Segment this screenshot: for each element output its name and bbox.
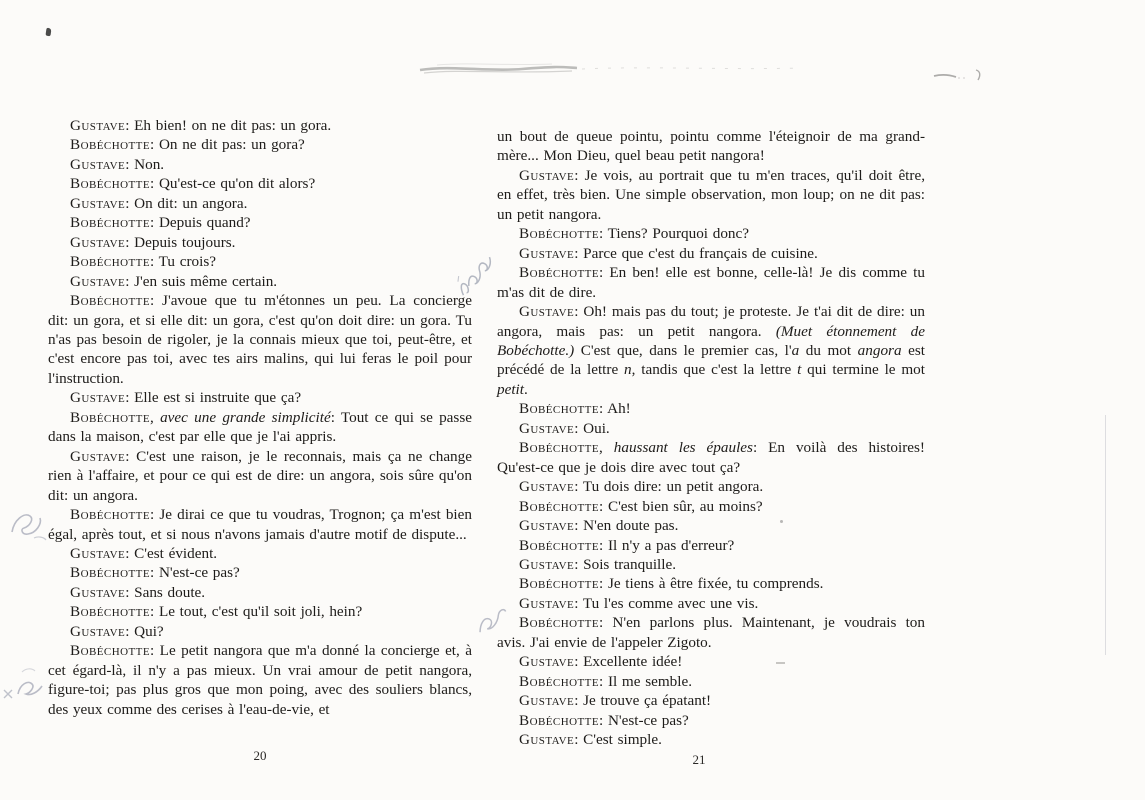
pencil-marks-top-right bbox=[928, 66, 992, 88]
dialogue-line bbox=[497, 516, 925, 535]
speaker-name: Bobéchotte bbox=[519, 497, 600, 515]
speaker-name: Bobéchotte bbox=[70, 506, 151, 524]
dialogue-text: : Qui? bbox=[125, 622, 164, 640]
dialogue-text: : Sans doute. bbox=[125, 583, 206, 601]
dialogue-line bbox=[48, 583, 472, 602]
dialogue-line bbox=[48, 622, 472, 641]
dialogue-text: : Non. bbox=[125, 155, 165, 173]
dialogue-line bbox=[48, 291, 472, 388]
dialogue-line bbox=[497, 244, 925, 263]
dialogue-text: : Le tout, c'est qu'il soit joli, hein? bbox=[150, 603, 363, 621]
dialogue-text: : J'en suis même certain. bbox=[125, 272, 278, 290]
speaker-name: Gustave bbox=[519, 692, 575, 710]
dialogue-line bbox=[497, 497, 925, 516]
dialogue-line bbox=[48, 602, 472, 621]
speaker-name: Gustave bbox=[519, 653, 575, 671]
speaker-name: Gustave bbox=[519, 731, 575, 749]
dialogue-line bbox=[497, 419, 925, 438]
stage-direction: t bbox=[797, 361, 802, 379]
speaker-name: Gustave bbox=[70, 272, 126, 290]
dialogue-line bbox=[48, 155, 472, 174]
dialogue-text: : Il me semble. bbox=[599, 672, 693, 690]
speaker-name: Gustave bbox=[70, 447, 126, 465]
dialogue-line bbox=[497, 711, 925, 730]
stage-direction: n bbox=[624, 361, 632, 379]
speaker-name: Gustave bbox=[70, 389, 126, 407]
smudge-top-center bbox=[412, 54, 812, 82]
page-20-text-column bbox=[48, 116, 472, 719]
dialogue-line bbox=[497, 399, 925, 418]
stage-direction: haussant les épaules bbox=[613, 439, 753, 457]
stage-direction: (Muet étonnement de Bobéchotte.) bbox=[497, 322, 925, 359]
dialogue-line bbox=[48, 505, 472, 544]
dialogue-text: qui termine le mot bbox=[801, 361, 925, 379]
speaker-name: Bobéchotte bbox=[519, 575, 600, 593]
dialogue-text: : Sois tranquille. bbox=[574, 555, 677, 573]
pencil-scribble-left-margin-upper bbox=[6, 506, 52, 550]
dialogue-line bbox=[497, 263, 925, 302]
page-number-left: 20 bbox=[253, 748, 267, 763]
speaker-name: Bobéchotte bbox=[519, 614, 600, 632]
stage-direction: avec une grande simplicité bbox=[160, 408, 331, 426]
dialogue-text: : Je vois, au portrait que tu m'en traces, qu'il doit être, en effet, très bien. Une simple observation, mon loup; on ne dit pas: un petit nangora. bbox=[497, 166, 925, 223]
page-number-right: 21 bbox=[692, 752, 706, 767]
dialogue-line bbox=[48, 563, 472, 582]
speaker-name: Bobéchotte bbox=[519, 711, 600, 729]
pencil-scribble-left-margin-lower bbox=[0, 656, 48, 708]
speaker-name: Gustave bbox=[70, 155, 126, 173]
dialogue-text: : N'est-ce pas? bbox=[599, 711, 689, 729]
dialogue-text: : Je trouve ça épatant! bbox=[574, 692, 712, 710]
speaker-name: Gustave bbox=[70, 233, 126, 251]
dialogue-line bbox=[497, 224, 925, 243]
dialogue-line bbox=[497, 652, 925, 671]
stage-direction: angora bbox=[857, 341, 902, 359]
dialogue-line bbox=[497, 127, 925, 166]
dialogue-line bbox=[48, 544, 472, 563]
dialogue-text: : N'en doute pas. bbox=[574, 517, 679, 535]
dialogue-text: : Ah! bbox=[599, 400, 631, 418]
dialogue-text: : Elle est si instruite que ça? bbox=[125, 389, 302, 407]
dialogue-line bbox=[48, 408, 472, 447]
dialogue-line bbox=[48, 213, 472, 232]
dialogue-text: du mot bbox=[799, 341, 858, 359]
speaker-name: Bobéchotte bbox=[519, 672, 600, 690]
dialogue-text: : Je dirai ce que tu voudras, Trognon; ça m'est bien égal, après tout, et si nous n'avons jamais d'autre motif de dispute... bbox=[48, 506, 472, 543]
speaker-name: Bobéchotte bbox=[70, 253, 151, 271]
dialogue-text: : Tout ce qui se passe dans la maison, c'est par elle que je l'ai appris. bbox=[48, 408, 472, 446]
dialogue-line bbox=[48, 116, 472, 135]
speaker-name: Gustave bbox=[70, 622, 126, 640]
dialogue-text: : C'est évident. bbox=[125, 544, 218, 562]
dialogue-line bbox=[497, 730, 925, 749]
dialogue-text: : Oui. bbox=[574, 419, 610, 437]
speaker-name: Bobéchotte bbox=[70, 175, 151, 193]
dialogue-text: , tandis que c'est la lettre bbox=[631, 361, 798, 379]
dialogue-text: : En ben! elle est bonne, celle-là! Je dis comme tu m'as dit de dire. bbox=[497, 264, 925, 301]
page-21-text-column bbox=[497, 127, 925, 750]
dialogue-text: : Depuis toujours. bbox=[125, 233, 236, 251]
dialogue-line bbox=[48, 272, 472, 291]
dialogue-line bbox=[48, 233, 472, 252]
dialogue-text: : Tu l'es comme avec une vis. bbox=[574, 594, 759, 612]
dialogue-line bbox=[497, 672, 925, 691]
speaker-name: Gustave bbox=[70, 544, 126, 562]
dialogue-line bbox=[48, 388, 472, 407]
speaker-name: Gustave bbox=[519, 517, 575, 535]
dialogue-text: : En voilà des histoires! Qu'est-ce que je dois dire avec tout ça? bbox=[497, 439, 925, 476]
speaker-name: Gustave bbox=[519, 419, 575, 437]
speaker-name: Bobéchotte bbox=[519, 536, 600, 554]
dialogue-text: , bbox=[150, 408, 161, 426]
speaker-name: Gustave bbox=[519, 303, 575, 321]
speaker-name: Bobéchotte bbox=[70, 292, 151, 310]
dialogue-line bbox=[497, 536, 925, 555]
dialogue-line bbox=[497, 302, 925, 399]
dialogue-line bbox=[497, 613, 925, 652]
speaker-name: Bobéchotte bbox=[70, 603, 151, 621]
speaker-name: Gustave bbox=[519, 555, 575, 573]
dialogue-text: : On ne dit pas: un gora? bbox=[150, 136, 305, 154]
dialogue-line bbox=[497, 574, 925, 593]
dialogue-text: , bbox=[599, 439, 614, 457]
dialogue-line bbox=[497, 594, 925, 613]
dialogue-text: : Qu'est-ce qu'on dit alors? bbox=[150, 175, 316, 193]
dialogue-text: : Parce que c'est du français de cuisine. bbox=[574, 244, 818, 262]
dialogue-line bbox=[497, 166, 925, 224]
dialogue-line bbox=[48, 194, 472, 213]
speaker-name: Gustave bbox=[519, 594, 575, 612]
speaker-name: Gustave bbox=[519, 478, 575, 496]
dialogue-text: : Je tiens à être fixée, tu comprends. bbox=[599, 575, 824, 593]
dialogue-line bbox=[497, 477, 925, 496]
speaker-name: Gustave bbox=[70, 117, 126, 134]
speaker-name: Bobéchotte bbox=[519, 400, 600, 418]
faint-fold-line-right-edge bbox=[1105, 415, 1106, 655]
dialogue-text: : C'est simple. bbox=[574, 731, 662, 749]
speaker-name: Gustave bbox=[70, 194, 126, 212]
speaker-name: Bobéchotte bbox=[70, 408, 151, 426]
stage-direction: petit bbox=[497, 380, 524, 398]
speaker-name: Gustave bbox=[519, 166, 575, 184]
dialogue-text: : Le petit nangora que m'a donné la concierge et, à cet égard-là, il n'y a pas mieux. Un vrai amour de petit nangora, figure-toi; pas plus gros que mon poing, avec des souliers blancs, des yeux comme des cerises à l'eau-de-vie, et bbox=[48, 642, 472, 718]
speaker-name: Gustave bbox=[519, 244, 575, 262]
dialogue-line bbox=[48, 641, 472, 719]
dialogue-line bbox=[497, 691, 925, 710]
dialogue-line bbox=[48, 252, 472, 271]
dialogue-text: . bbox=[524, 380, 528, 398]
dialogue-text: : Tiens? Pourquoi donc? bbox=[599, 225, 749, 243]
dialogue-text: : Oh! mais pas du tout; je proteste. Je t'ai dit de dire: un angora, mais pas: un petit nangora. bbox=[497, 303, 925, 340]
dialogue-text: un bout de queue pointu, pointu comme l'éteignoir de ma grand-mère... Mon Dieu, quel beau petit nangora! bbox=[497, 128, 925, 165]
speaker-name: Bobéchotte bbox=[70, 642, 151, 660]
dialogue-text: : Tu crois? bbox=[150, 253, 216, 271]
dialogue-text: : On dit: un angora. bbox=[125, 194, 248, 212]
dialogue-text: : Tu dois dire: un petit angora. bbox=[574, 478, 764, 496]
speaker-name: Bobéchotte bbox=[70, 564, 151, 582]
speaker-name: Bobéchotte bbox=[519, 225, 600, 243]
dialogue-text: : Excellente idée! bbox=[574, 653, 683, 671]
dialogue-text: : N'est-ce pas? bbox=[150, 564, 240, 582]
dialogue-text: : C'est une raison, je le reconnais, mais ça ne change rien à l'affaire, et pour ce qui est de dire: un angora, sois sûre qu'on dit: un angora. bbox=[48, 447, 472, 504]
ink-dot-top-left bbox=[45, 28, 51, 37]
dialogue-line bbox=[48, 447, 472, 505]
speaker-name: Bobéchotte bbox=[519, 264, 600, 282]
dialogue-line bbox=[48, 174, 472, 193]
speaker-name: Bobéchotte bbox=[519, 439, 600, 457]
dialogue-text: : Il n'y a pas d'erreur? bbox=[599, 536, 735, 554]
speaker-name: Gustave bbox=[70, 583, 126, 601]
speaker-name: Bobéchotte bbox=[70, 214, 151, 232]
dialogue-line bbox=[497, 555, 925, 574]
dialogue-text: : Eh bien! on ne dit pas: un gora. bbox=[125, 117, 332, 134]
stage-direction: a bbox=[791, 341, 800, 359]
dialogue-text: : Depuis quand? bbox=[150, 214, 251, 232]
dialogue-text: : J'avoue que tu m'étonnes un peu. La concierge dit: un gora, et si elle dit: un gora, c'est qu'on doit dire: un gora. Tu n'as pas besoin de rigoler, je la connais mieux que toi, peut-être, et c'est encore pas toi, avec tes airs malins, qui lui feras le poil pour l'instruction. bbox=[48, 292, 472, 387]
speaker-name: Bobéchotte bbox=[70, 136, 151, 154]
dialogue-line bbox=[48, 135, 472, 154]
dialogue-text: : N'en parlons plus. Maintenant, je voudrais ton avis. J'ai envie de l'appeler Zigoto. bbox=[497, 614, 925, 651]
dialogue-text: est précédé de la lettre bbox=[497, 341, 925, 379]
dialogue-line bbox=[497, 438, 925, 477]
dialogue-text: C'est que, dans le premier cas, l' bbox=[574, 341, 792, 359]
dialogue-text: : C'est bien sûr, au moins? bbox=[599, 497, 763, 515]
